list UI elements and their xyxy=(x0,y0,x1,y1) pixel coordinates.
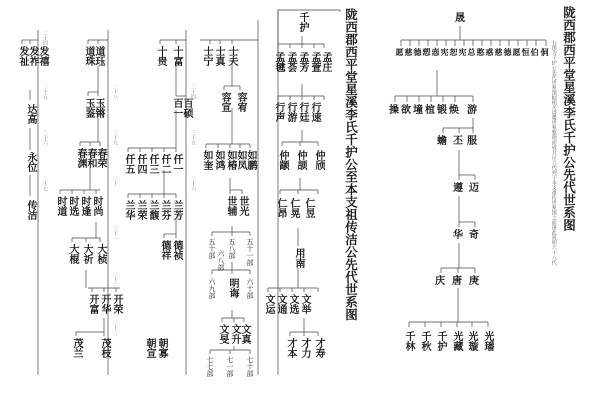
person-e-05: 永位 xyxy=(25,152,36,172)
person-g8-04: 光藏 xyxy=(451,331,462,351)
person-g2-11: 惑 xyxy=(485,48,495,56)
person-b-16: 明诲 xyxy=(227,278,238,298)
person-b-24: 朝寡 xyxy=(156,338,167,358)
person-g5-02: 迈 xyxy=(469,183,479,194)
gen-num-25: 二十五 xyxy=(42,84,48,99)
person-c-11: 兰荣 xyxy=(135,200,146,220)
person-b-27: 七十部 xyxy=(246,356,254,377)
person-a-03: 孟荟 xyxy=(285,52,296,72)
person-b-12: 世光 xyxy=(237,196,248,216)
person-g8-02: 千秋 xyxy=(419,331,430,351)
person-b-05: 容宥 xyxy=(235,92,246,112)
person-a-08: 行游 xyxy=(285,102,296,122)
person-g3-05: 锻 xyxy=(437,105,447,116)
person-a-23: 才力 xyxy=(299,338,310,358)
person-a-09: 行廷 xyxy=(297,102,308,122)
person-g2-17: 侗 xyxy=(540,48,550,56)
person-c-09: 仟一 xyxy=(171,154,182,174)
gen-num-24: 二十四 xyxy=(42,30,48,45)
gen-num-31: 三十一 xyxy=(112,226,118,241)
gen-num-35: 三十五 xyxy=(190,130,196,145)
person-d-17: 开荣 xyxy=(111,294,122,314)
person-d-16: 开华 xyxy=(99,294,110,314)
gen-num-34: 三十四 xyxy=(190,84,196,99)
person-a-15: 仁晃 xyxy=(288,198,299,218)
person-b-18: 六十部 xyxy=(246,278,254,299)
person-b-20: 文旻 xyxy=(217,324,228,344)
person-e-03: 发禧 xyxy=(37,46,48,66)
left-page-title: 陇西郡西平堂星溪李氏千护公至本支祖传洁公先代世系图 xyxy=(343,8,359,321)
person-g5-01: 遵 xyxy=(453,183,463,194)
person-b-03: 士夫 xyxy=(226,46,237,66)
person-c-02: 十富 xyxy=(171,46,182,66)
person-a-16: 仁昱 xyxy=(303,198,314,218)
right-page-title: 陇西郡西平堂星溪李氏千护公先代世系图 xyxy=(561,6,577,231)
person-d-19: 茂枝 xyxy=(99,338,110,358)
person-c-10: 兰华 xyxy=(123,200,134,220)
person-a-05: 孟萱 xyxy=(309,52,320,72)
person-b-14: 五八部 xyxy=(228,238,236,259)
person-d-13: 大祈 xyxy=(81,244,92,264)
person-g3-04: 椬 xyxy=(425,105,435,116)
person-d-10: 时逢 xyxy=(79,196,90,216)
person-g2-05: 悫 xyxy=(431,48,441,56)
person-a-14: 仁昂 xyxy=(275,198,286,218)
person-c-03: 百一 xyxy=(171,98,182,118)
person-d-05: 春渊 xyxy=(75,148,86,168)
person-sheng: 晟 xyxy=(455,13,465,24)
person-b-13: 五十部 xyxy=(208,238,216,259)
person-e-04: 达高 xyxy=(25,104,36,124)
person-g2-08: 宪 xyxy=(458,48,468,56)
person-g2-01: 愿 xyxy=(395,48,405,56)
person-g8-01: 千林 xyxy=(403,331,414,351)
person-g4-03: 服 xyxy=(467,136,477,147)
person-a-19: 文通 xyxy=(275,294,286,314)
person-a-17: 用南 xyxy=(293,248,304,268)
person-a-22: 才本 xyxy=(285,338,296,358)
person-g2-10: 憨 xyxy=(476,48,486,56)
person-b-23: 朝宣 xyxy=(144,338,155,358)
gen-num-28: 二十八 xyxy=(112,84,118,99)
person-g2-15: 恒 xyxy=(521,48,531,56)
person-c-13: 兰芬 xyxy=(159,200,170,220)
person-d-03: 玉鉴 xyxy=(83,98,94,118)
person-d-06: 春和 xyxy=(85,148,96,168)
person-e-06: 传洁 xyxy=(25,200,36,220)
person-g8-06: 光璠 xyxy=(482,331,493,351)
person-d-18: 茂兰 xyxy=(71,338,82,358)
person-b-07: 如鸿 xyxy=(213,150,224,170)
person-a-04: 孟芳 xyxy=(297,52,308,72)
person-b-06: 如奎 xyxy=(201,150,212,170)
person-b-04: 容宣 xyxy=(219,92,230,112)
person-g7-03: 庚 xyxy=(469,276,479,287)
person-b-08: 如椿 xyxy=(225,150,236,170)
person-a-10: 行速 xyxy=(309,102,320,122)
person-g2-13: 德 xyxy=(503,48,513,56)
person-c-14: 兰芳 xyxy=(171,200,182,220)
person-e-02: 发祚 xyxy=(27,46,38,66)
person-g3-07: 游 xyxy=(467,105,477,116)
person-d-08: 时道 xyxy=(55,196,66,216)
person-a-07: 行声 xyxy=(273,102,284,122)
person-d-14: 大桢 xyxy=(95,244,106,264)
person-a-24: 才寿 xyxy=(313,338,324,358)
person-g7-02: 唐 xyxy=(452,276,462,287)
person-g2-07: 恕 xyxy=(449,48,459,56)
person-g6-02: 奇 xyxy=(469,230,479,241)
gen-num-30: 三十 xyxy=(112,176,118,186)
person-c-08: 仟二 xyxy=(159,154,170,174)
person-e-01: 发祉 xyxy=(17,46,28,66)
person-g2-03: 德 xyxy=(413,48,423,56)
person-c-15: 德祥 xyxy=(159,240,170,260)
person-c-04: 百硕 xyxy=(181,98,192,118)
person-g2-09: 总 xyxy=(467,48,477,56)
person-c-05: 仟五 xyxy=(123,154,134,174)
person-d-15: 开富 xyxy=(87,294,98,314)
person-c-06: 仟四 xyxy=(135,154,146,174)
person-d-11: 时尚 xyxy=(91,196,102,216)
person-b-25: 七七部 xyxy=(206,356,214,377)
person-a-12: 仲颉 xyxy=(295,150,306,170)
person-d-04: 玉锵 xyxy=(93,98,104,118)
person-g3-03: 墥 xyxy=(413,105,423,116)
person-b-17: 六九部 xyxy=(208,278,216,299)
person-a-02: 孟毽 xyxy=(273,52,284,72)
person-d-07: 春荣 xyxy=(95,148,106,168)
gen-num-32: 三十二 xyxy=(112,272,118,287)
person-b-22: 文真 xyxy=(239,324,250,344)
person-g4-02: 丕 xyxy=(453,136,463,147)
gen-num-36: 三十六 xyxy=(190,176,196,191)
person-a-06: 孟庄 xyxy=(320,52,331,72)
person-b-11: 世辅 xyxy=(225,196,236,216)
person-g2-04: 愬 xyxy=(422,48,432,56)
person-g2-14: 愿 xyxy=(512,48,522,56)
person-b-02: 士真 xyxy=(213,46,224,66)
person-g3-02: 欲 xyxy=(401,105,411,116)
person-a-11: 仲颛 xyxy=(277,150,288,170)
person-b-10: 如鹏 xyxy=(245,150,256,170)
person-g8-05: 光璇 xyxy=(466,331,477,351)
gen-num-27: 二十七 xyxy=(42,176,48,191)
person-c-07: 仟三 xyxy=(147,154,158,174)
person-c-01: 十贵 xyxy=(155,46,166,66)
person-g7-01: 庆 xyxy=(435,276,445,287)
person-b-26: 七一部 xyxy=(226,356,234,377)
person-c-12: 兰馥 xyxy=(147,200,158,220)
person-g2-06: 宪 xyxy=(440,48,450,56)
person-d-12: 大棍 xyxy=(67,244,78,264)
person-g6-01: 华 xyxy=(453,230,463,241)
person-d-01: 道珠 xyxy=(83,46,94,66)
gen-num-33: 三十三 xyxy=(112,320,118,335)
person-g4-01: 蟾 xyxy=(437,136,447,147)
person-g8-03: 千护 xyxy=(435,331,446,351)
person-b-19: 六八部 xyxy=(217,250,225,271)
person-qianhu: 千护 xyxy=(297,12,308,32)
person-g3-01: 操 xyxy=(389,105,399,116)
gen-num-29: 二十九 xyxy=(112,130,118,145)
person-c-16: 德祯 xyxy=(171,240,182,260)
person-b-21: 文升 xyxy=(229,324,240,344)
person-g2-16: 伯 xyxy=(530,48,540,56)
person-a-21: 文举 xyxy=(299,294,310,314)
person-a-13: 仲颀 xyxy=(313,150,324,170)
person-d-02: 道珏 xyxy=(93,46,104,66)
gen-num-26: 二十六 xyxy=(42,130,48,145)
person-a-18: 文运 xyxy=(263,294,274,314)
person-b-09: 如凤 xyxy=(235,150,246,170)
person-b-15: 五十一部 xyxy=(246,238,254,266)
person-g2-02: 慈 xyxy=(404,48,414,56)
person-a-20: 文选 xyxy=(287,294,298,314)
person-b-01: 士宁 xyxy=(201,46,212,66)
right-page-note: 右图为千护公先代世系图据相关谱牒世系整理而成共计六代列于本支祖传世系图之前谨此说明六十八代 xyxy=(550,40,557,265)
person-g2-12: 慈 xyxy=(494,48,504,56)
person-d-09: 时选 xyxy=(67,196,78,216)
person-g3-06: 焕 xyxy=(449,105,459,116)
